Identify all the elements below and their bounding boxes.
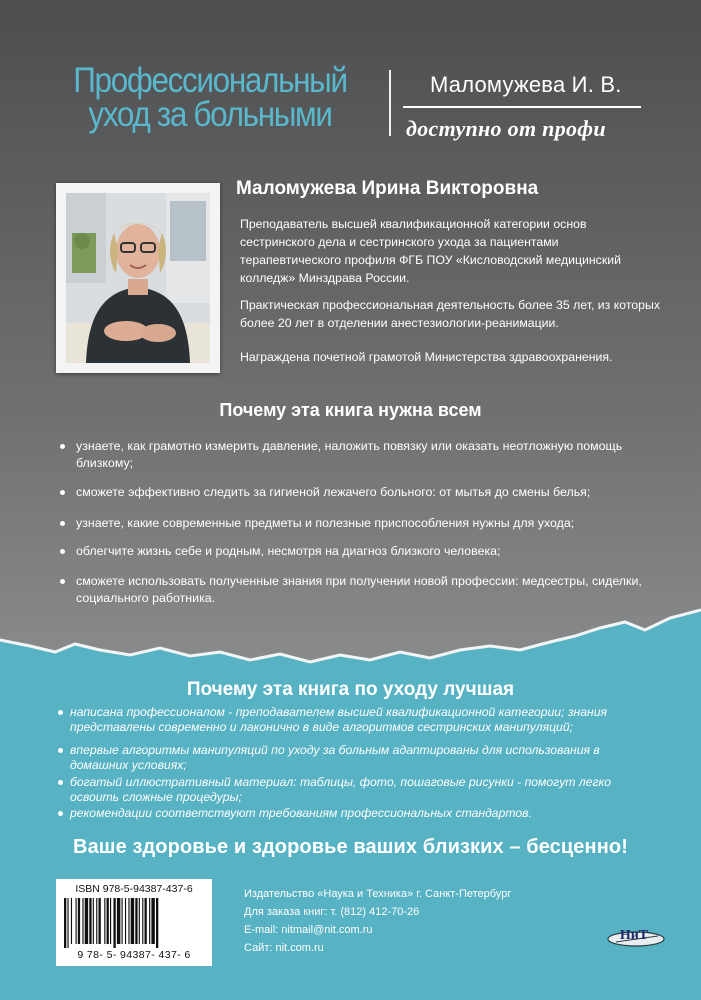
barcode-bar bbox=[78, 898, 80, 944]
barcode-bar bbox=[156, 898, 158, 948]
publisher-email: E-mail: nitmail@nit.com.ru bbox=[244, 924, 373, 936]
title-separator bbox=[389, 70, 391, 136]
slogan: Ваше здоровье и здоровье ваших близких – бесценно! bbox=[73, 836, 628, 858]
publisher-site: Сайт: nit.com.ru bbox=[244, 942, 324, 954]
list-item: облегчите жизнь себе и родным, несмотря на диагноз близкого человека; bbox=[60, 543, 678, 560]
publisher-name: Издательство «Наука и Техника» г. Санкт-Петербург bbox=[244, 888, 512, 900]
author-bio-paragraph-2: Практическая профессиональная деятельность более 35 лет, из которых более 20 лет в отделении анестезиологии-реанимации. bbox=[240, 298, 660, 330]
barcode bbox=[62, 898, 206, 948]
barcode-bar bbox=[131, 898, 134, 944]
book-title-line-2: уход за больными bbox=[88, 95, 332, 134]
bullet-icon bbox=[60, 444, 65, 449]
bullet-icon bbox=[58, 710, 63, 715]
barcode-bar bbox=[145, 898, 147, 944]
barcode-bar bbox=[151, 898, 154, 944]
barcode-bar bbox=[82, 898, 83, 944]
barcode-bar bbox=[67, 898, 68, 948]
why-everyone-heading: Почему эта книга нужна всем bbox=[219, 400, 482, 420]
list-item: богатый иллюстративный материал: таблицы, фото, пошаговые рисунки - помогут легко освоить сложные процедуры; bbox=[58, 775, 658, 805]
barcode-bar bbox=[117, 898, 120, 944]
order-phone: Для заказа книг: т. (812) 412-70-26 bbox=[244, 906, 420, 918]
barcode-bar bbox=[99, 898, 101, 944]
bullet-icon bbox=[60, 521, 65, 526]
barcode-bar bbox=[135, 898, 137, 944]
author-full-name: Маломужева Ирина Викторовна bbox=[236, 178, 539, 199]
barcode-bar bbox=[85, 898, 88, 944]
list-item: сможете эффективно следить за гигиеной лежачего больного: от мытья до смены белья; bbox=[60, 484, 678, 501]
why-best-heading: Почему эта книга по уходу лучшая bbox=[186, 679, 515, 700]
isbn-barcode-box bbox=[56, 879, 212, 966]
bullet-icon bbox=[60, 579, 65, 584]
bullet-icon bbox=[58, 748, 63, 753]
barcode-bar bbox=[122, 898, 123, 944]
bullet-icon bbox=[58, 811, 63, 816]
author-bio-paragraph-1: Преподаватель высшей квалификационной категории основ сестринского дела и сестринского ухода за пациентами терапевтического профиля ФГБ ПОУ «Кисловодский медицинский колледж» Минздрава России. bbox=[240, 217, 621, 285]
author-photo bbox=[66, 193, 210, 363]
list-item: сможете использовать полученные знания при получении новой профессии: медсестры, сиделки, социального работника. bbox=[60, 573, 678, 607]
author-short-name: Маломужева И. В. bbox=[430, 72, 622, 97]
barcode-bar bbox=[139, 898, 140, 944]
author-bio-paragraph-3: Награждена почетной грамотой Министерства здравоохранения. bbox=[240, 350, 613, 364]
barcode-bar bbox=[89, 898, 91, 944]
series-motto: доступно от профи bbox=[406, 116, 606, 141]
bullet-icon bbox=[58, 780, 63, 785]
list-item: узнаете, как грамотно измерить давление, наложить повязку или оказать неотложную помощь близкому; bbox=[60, 438, 678, 472]
barcode-bar bbox=[110, 898, 111, 944]
barcode-bar bbox=[149, 898, 150, 944]
publisher-logo bbox=[606, 922, 668, 948]
publisher-logo-text: НиТ bbox=[619, 928, 649, 943]
book-title bbox=[57, 61, 363, 134]
barcode-bar bbox=[96, 898, 97, 944]
author-photo-frame bbox=[56, 183, 220, 373]
barcode-bar bbox=[93, 898, 94, 944]
barcode-bar bbox=[142, 898, 143, 944]
isbn-digits: 9 78- 5- 94387- 437- 6 bbox=[77, 949, 191, 961]
list-item: рекомендации соответствуют требованиям профессиональных стандартов. bbox=[58, 806, 658, 821]
list-item: написана профессионалом - преподавателем высшей квалификационной категории; знания представлены современно и лаконично в виде алгоритмов сестринских манипуляций; bbox=[58, 705, 658, 735]
author-underline bbox=[403, 106, 641, 108]
list-item: узнаете, какие современные предметы и полезные приспособления нужны для ухода; bbox=[60, 515, 678, 532]
barcode-bar bbox=[125, 898, 126, 944]
barcode-bar bbox=[107, 898, 109, 944]
barcode-bar bbox=[71, 898, 72, 944]
book-title-line-1: Профессиональный bbox=[73, 61, 347, 100]
bullet-icon bbox=[60, 549, 65, 554]
barcode-bar bbox=[104, 898, 105, 944]
list-item: впервые алгоритмы манипуляций по уходу за больным адаптированы для использования в домашних условиях; bbox=[58, 743, 658, 773]
barcode-bar bbox=[64, 898, 66, 948]
barcode-bar bbox=[76, 898, 77, 944]
isbn-label: ISBN 978-5-94387-437-6 bbox=[75, 883, 193, 895]
barcode-bar bbox=[113, 898, 115, 948]
barcode-bar bbox=[128, 898, 129, 944]
bullet-icon bbox=[60, 490, 65, 495]
